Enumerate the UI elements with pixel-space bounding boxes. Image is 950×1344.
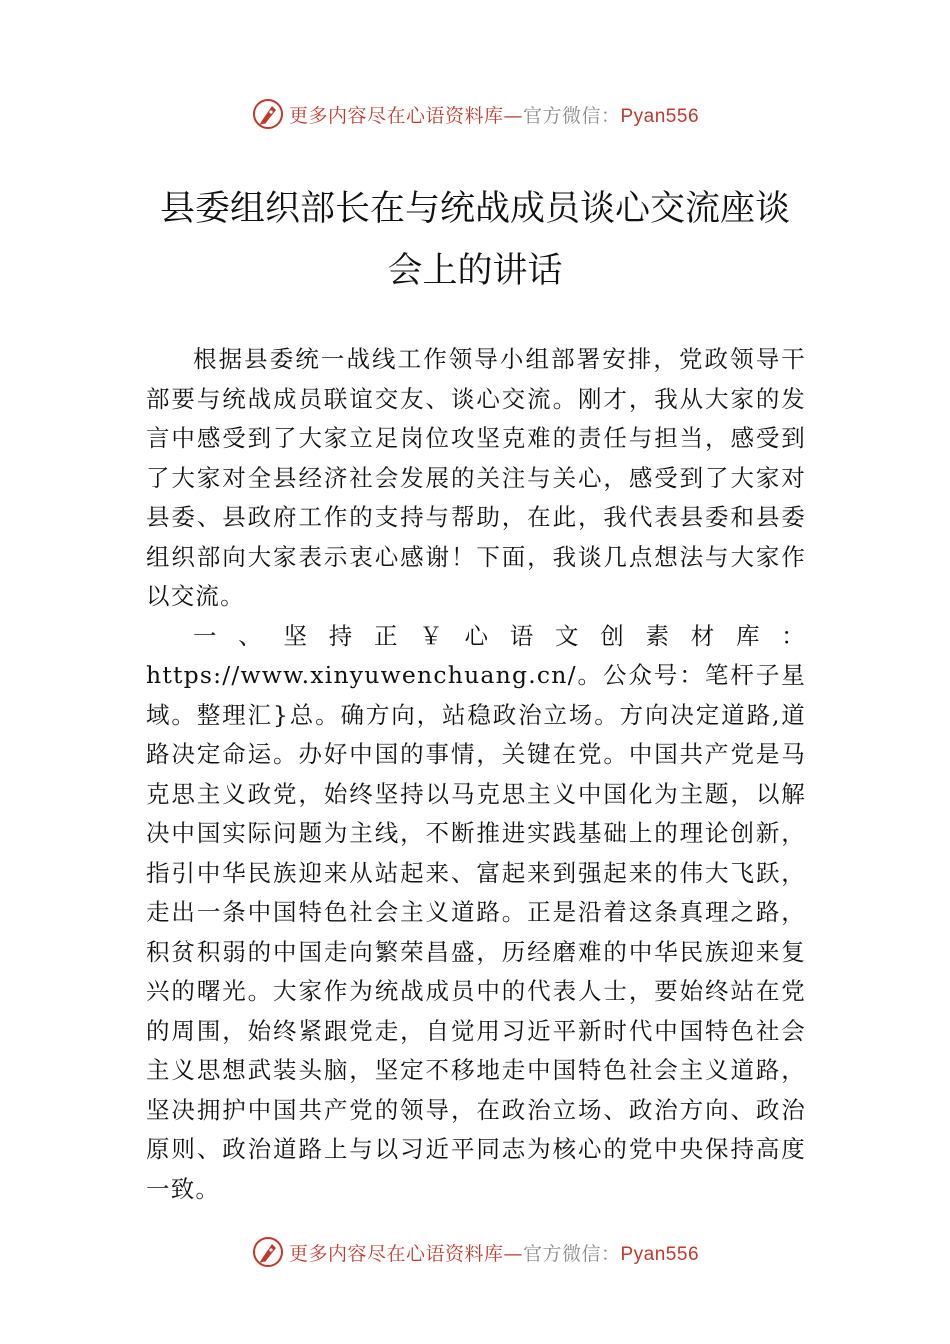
title-line-2: 会上的讲话 <box>387 251 563 291</box>
pen-nib-logo-icon <box>251 1235 285 1269</box>
footer-watermark-banner <box>0 1232 950 1272</box>
document-body <box>146 340 806 1209</box>
watermark-text <box>289 1239 699 1266</box>
header-watermark-banner <box>0 94 950 134</box>
title-line-1: 县委组织部长在与统战成员谈心交流座谈 <box>159 189 790 229</box>
watermark-main: 更多内容尽在心语资料库 <box>288 1242 504 1265</box>
watermark-official-label: 官方微信： <box>522 1242 621 1265</box>
watermark-dash: — <box>503 104 523 127</box>
pen-nib-logo-icon <box>251 97 285 131</box>
paragraph-intro: 根据县委统一战线工作领导小组部署安排，党政领导干部要与统战成员联谊交友、谈心交流。刚才，我从大家的发言中感受到了大家立足岗位攻坚克难的责任与担当，感受到了大家对全县经济社会发展的关注与关心，感受到了大家对县委、县政府工作的支持与帮助，在此，我代表县委和县委组织部向大家表示衷心感谢！下面，我谈几点想法与大家作以交流。 <box>146 345 806 610</box>
watermark-wechat-id: Pyan556 <box>620 105 700 127</box>
watermark-dash: — <box>503 1242 523 1265</box>
watermark-official-label: 官方微信： <box>522 104 621 127</box>
watermark-text <box>289 101 699 128</box>
watermark-wechat-id: Pyan556 <box>620 1243 700 1265</box>
paragraph-section-one: 一、坚持正￥心语文创素材库：https://www.xinyuwenchuang.cn/。公众号：笔杆子星域。整理汇}总。确方向，站稳政治立场。方向决定道路,道路决定命运。办好中国的事情，关键在党。中国共产党是马克思主义政党，始终坚持以马克思主义中国化为主题，以解决中国实际问题为主线，不断推进实践基础上的理论创新，指引中华民族迎来从站起来、富起来到强起来的伟大飞跃，走出一条中国特色社会主义道路。正是沿着这条真理之路，积贫积弱的中国走向繁荣昌盛，历经磨难的中华民族迎来复兴的曙光。大家作为统战成员中的代表人士，要始终站在党的周围，始终紧跟党走，自觉用习近平新时代中国特色社会主义思想武装头脑，坚定不移地走中国特色社会主义道路，坚决拥护中国共产党的领导，在政治立场、政治方向、政治原则、政治道路上与以习近平同志为核心的党中央保持高度一致。 <box>146 621 806 1203</box>
watermark-main: 更多内容尽在心语资料库 <box>288 104 504 127</box>
document-title <box>0 178 950 302</box>
